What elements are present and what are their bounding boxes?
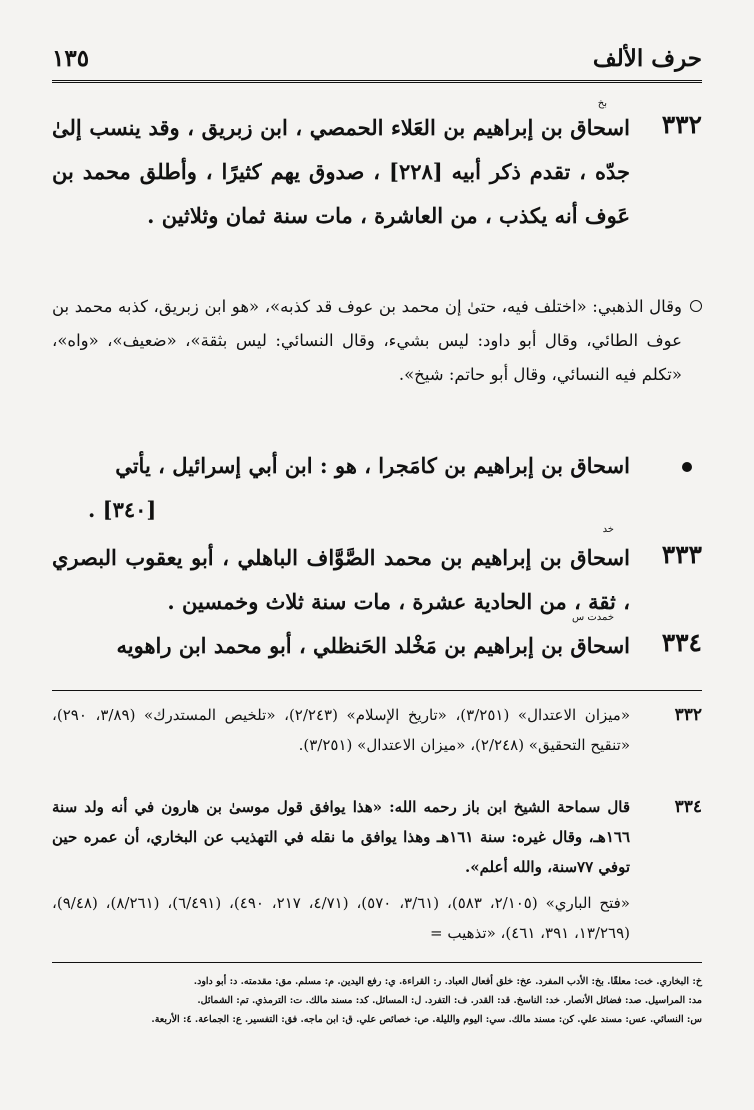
entry-334-sigla: خمدت س xyxy=(571,612,614,623)
entry-334 xyxy=(52,612,702,668)
key-divider xyxy=(52,962,702,963)
footnote-332 xyxy=(52,700,702,760)
cross-reference-link: [٣٤٠] . xyxy=(88,497,157,522)
entry-333-number: ٣٣٣ xyxy=(661,540,702,569)
header-divider xyxy=(52,80,702,83)
chapter-title: حرف الألف xyxy=(592,44,702,72)
entry-333 xyxy=(52,524,702,624)
entry-332 xyxy=(52,98,702,238)
footnote-text: «ميزان الاعتدال» (٣/٢٥١)، «تاريخ الإسلام» (٢/٢٤٣)، «تلخيص المستدرك» (٣/٨٩، ٢٩٠)، «تنقيح التحقيق» (٢/٢٤٨)، «ميزان الاعتدال» (٣/٢٥١). xyxy=(52,706,631,754)
footnote-number: ٣٣٤ xyxy=(674,797,702,817)
entry-333-text: اسحاق بن إبراهيم بن محمد الصَّوَّاف الباهلي ، أبو يعقوب البصري ، ثقة ، من الحادية عشرة ، مات سنة ثلاث وخمسين . xyxy=(52,545,630,614)
footnote-text: «فتح الباري» (٢/١٠٥، ٥٨٣)، (٣/٦١، ٥٧٠)، (٤/٧١، ٢١٧، ٤٩٠)، (٦/٤٩١)، (٨/٢٦١)، (٩/٤٨)، (١٣/٢٦٩، ٣٩١، ٤٦١)، «تذهيب = xyxy=(52,894,630,942)
footnote-text: قال سماحة الشيخ ابن باز رحمه الله: «هذا يوافق قول موسىٰ بن هارون في أنه ولد سنة ١٦٦هـ، وقال غيره: سنة ١٦١هـ وهذا يوافق ما نقله في التهذيب عن البخاري، أن عمره حين توفي ٧٧سنة، والله أعلم». xyxy=(52,798,630,876)
dhahabi-note xyxy=(52,290,702,392)
entry-334-number: ٣٣٤ xyxy=(661,628,702,657)
footnote-number: ٣٣٢ xyxy=(674,705,702,725)
cross-reference-text: اسحاق بن إبراهيم بن كامَجرا ، هو : ابن أبي إسرائيل ، يأتي xyxy=(115,453,630,478)
cross-reference xyxy=(52,444,702,532)
entry-333-sigla: خد xyxy=(602,524,614,535)
entry-334-text: اسحاق بن إبراهيم بن مَخْلد الحَنظلي ، أبو محمد ابن راهويه xyxy=(116,633,630,658)
circle-bullet-icon xyxy=(690,300,702,312)
page-number: ١٣٥ xyxy=(52,44,90,72)
footnote-divider xyxy=(52,690,702,691)
footnote-334-references xyxy=(52,888,702,948)
page-header xyxy=(52,40,702,76)
sigla-key xyxy=(52,972,702,1029)
entry-332-number: ٣٣٢ xyxy=(661,110,702,139)
entry-332-sigla: بخ xyxy=(597,98,607,109)
entry-332-text: اسحاق بن إبراهيم بن العَلاء الحمصي ، ابن زبريق ، وقد ينسب إلىٰ جدّه ، تقدم ذكر أبيه [٢٢٨] ، صدوق يهم كثيرًا ، وأطلق محمد بن عَوف أنه يكذب ، من العاشرة ، مات سنة ثمان وثلاثين . xyxy=(52,115,630,228)
dot-bullet-icon xyxy=(682,462,692,472)
sigla-key-line: مد: المراسيل. صد: فضائل الأنصار. خد: الناسخ. قد: القدر. ف: التفرد. ل: المسائل. كد: مسند مالك. ت: الترمذي. تم: الشمائل. xyxy=(197,995,702,1006)
dhahabi-text: وقال الذهبي: «اختلف فيه، حتىٰ إن محمد بن عوف قد كذبه»، «هو ابن زبريق، كذبه محمد بن عوف الطائي، وقال أبو داود: ليس بشيء، وقال النسائي: ليس بثقة»، «ضعيف»، «واه»، «تكلم فيه النسائي، وقال أبو حاتم: شيخ». xyxy=(52,297,682,384)
sigla-key-line: خ: البخاري. خت: معلقًا. بخ: الأدب المفرد. عخ: خلق أفعال العباد. ر: القراءة. ي: رفع اليدين. م: مسلم. مق: مقدمته. د: أبو داود. xyxy=(193,976,702,987)
footnote-334 xyxy=(52,792,702,882)
sigla-key-line: س: النسائي. عس: مسند علي. كن: مسند مالك. سي: اليوم والليلة. ص: خصائص علي. ق: ابن ماجه. فق: التفسير. ع: الجماعة. ٤: الأربعة. xyxy=(151,1014,702,1025)
